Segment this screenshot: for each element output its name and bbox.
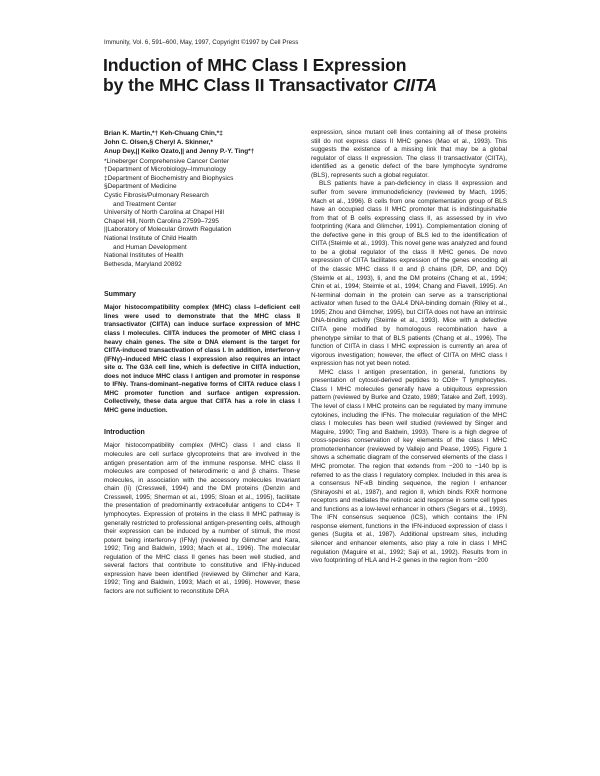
body-paragraph: MHC class I antigen presentation, in general, functions by presentation of cytosol-derived peptides to CD8+ T lymphocytes. Class I MHC molecules generally have a ubiquitous expression pattern (reviewed by Burke and Ozato, 1989; Tatake and Zeff, 1993). The level of class I MHC proteins can be regulated by many immune cytokines, including the IFNs. The molecular regulation of the MHC class I molecules has been well studied (reviewed by Singer and Maguire, 1990; Ting and Baldwin, 1993). There is a high degree of cross-species conservation of key elements of the class I MHC promoter/enhancer (reviewed by Vallejo and Pease, 1995). Figure 1 shows a schematic diagram of the conserved elements of the class I MHC promoter. The region that extends from −200 to −140 bp is referred to as the class I regulatory complex. Included in this area is a consensus NF-κB binding sequence, the region I enhancer (Shirayoshi et al., 1987), and region II, which binds RXR hormone receptors and mediates the retinoic acid response in some cell types and functions as a low-level enhancer in others (Segars et al., 1993). The IFN consensus sequence (ICS), which contains the IFN response element, functions in the IFN-induced expression of class I genes (Sugita et al., 1987). Additional upstream sites, including silencer and enhancer elements, also play a role in class I MHC regulation (Maguire et al., 1992; Saji et al., 1992). Results from in vivo footprinting of HLA and H-2 genes in the region from −200 <box>311 368 507 565</box>
affiliation-line: *Lineberger Comprehensive Cancer Center <box>104 157 230 165</box>
author-line: John C. Olsen,§ Cheryl A. Skinner,* <box>104 139 213 147</box>
title-line-2-gene: CIITA <box>392 74 437 95</box>
affiliation-line: †Department of Microbiology–Immunology <box>104 166 227 174</box>
right-column <box>311 129 507 566</box>
title-line-2 <box>103 76 523 96</box>
journal-citation: Immunity, Vol. 6, 591–600, May, 1997, Copyright ©1997 by Cell Press <box>104 39 299 46</box>
article-title <box>103 56 523 95</box>
affiliation-line: and Treatment Center <box>113 200 177 208</box>
summary-section <box>104 304 300 415</box>
title-line-2-text: by the MHC Class II Transactivator <box>103 74 393 95</box>
affiliation-line: ||Laboratory of Molecular Growth Regulation <box>104 226 232 234</box>
summary-heading: Summary <box>104 291 136 299</box>
affiliation-line: National Institute of Child Health <box>104 234 197 242</box>
introduction-section <box>104 442 300 596</box>
body-paragraph: expression, since mutant cell lines containing all of these proteins still do not express class II MHC genes (Mao et al., 1993). This suggests the existence of a missing link that may be a global regulator of class II expression. The class II transactivator (CIITA), identified as a genetic defect of the bare lymphocyte syndrome (BLS), represents such a global regulator. <box>311 129 507 179</box>
introduction-heading: Introduction <box>104 429 145 437</box>
body-paragraph: BLS patients have a pan-deficiency in class II expression and suffer from severe immunodeficiency (reviewed by Mach, 1995; Mach et al., 1996). B cells from one complementation group of BLS have an occupied class II MHC promoter that is indistinguishable from that of B cells expressing class II, as assessed by in vivo footprinting (Kara and Glimcher, 1991). Complementation cloning of the defective gene in this group of BLS led to the identification of CIITA (Steimle et al., 1993). This novel gene was analyzed and found to be a global regulator of the class II MHC genes. De novo expression of CIITA facilitates expression of the genes encoding all of the classic MHC class II α and β chains (DR, DP, and DQ) (Steimle et al., 1993), Ii, and the DM proteins (Chang et al., 1994; Chin et al., 1994; Steimle et al., 1994; Chang and Flavell, 1995). An N-terminal domain in the protein can serve as a transcriptional activator when fused to the GAL4 DNA-binding domain (Riley et al., 1995; Zhou and Glimcher, 1995), but CIITA does not have an intrinsic DNA-binding activity (Steimle et al., 1993). Mice with a defective CIITA gene modified by homologous recombination have a phenotype similar to that of BLS patients (Chang et al., 1996). The function of CIITA in class I MHC expression is currently an area of vigorous investigation; however, the effect of CIITA on MHC class I expression has not yet been noted. <box>311 180 507 368</box>
author-list <box>104 129 300 157</box>
affiliation-line: National Institutes of Health <box>104 252 184 260</box>
affiliation-line: ‡Department of Biochemistry and Biophysics <box>104 174 234 182</box>
introduction-text: Major histocompatibility complex (MHC) class I and class II molecules are cell surface glycoproteins that are involved in the antigen presentation arm of the immune response. MHC class II molecules are composed of heterodimeric α and β chains. These molecules, in association with the accessory molecules Invariant chain (Ii) (Cresswell, 1994) and the DM proteins (Denzin and Cresswell, 1995; Sherman et al., 1995; Sloan et al., 1995), facilitate the presentation of predominantly extracellular antigens to CD4+ T lymphocytes. Expression of proteins in the class II MHC pathway is generally restricted to professional antigen-presenting cells, although their expression can be induced by a number of stimuli, the most potent being interferon-γ (IFNγ) (reviewed by Glimcher and Kara, 1992; Ting and Baldwin, 1993; Mach et al., 1996). The molecular regulation of the MHC class II genes has been well studied, and several factors that contribute to constitutive and IFNγ-induced expression have been identified (reviewed by Glimcher and Kara, 1992; Ting and Baldwin, 1993; Mach et al., 1996). However, these factors are not sufficient to reconstitute DRA <box>104 442 300 595</box>
affiliation-line: Bethesda, Maryland 20892 <box>104 260 182 268</box>
affiliation-line: Cystic Fibrosis/Pulmonary Research <box>104 191 209 199</box>
affiliation-line: and Human Development <box>113 243 187 251</box>
left-column <box>104 129 300 597</box>
author-line: Anup Dey,|| Keiko Ozato,|| and Jenny P.-Y. Ting*† <box>104 148 255 156</box>
affiliation-line: University of North Carolina at Chapel Hill <box>104 209 224 217</box>
affiliation-line: Chapel Hill, North Carolina 27599–7295 <box>104 217 219 225</box>
affiliation-line: §Department of Medicine <box>104 183 177 191</box>
affiliation-list <box>104 158 300 270</box>
summary-text: Major histocompatibility complex (MHC) class I–deficient cell lines were used to demonstrate that the MHC class II transactivator (CIITA) can induce surface expression of MHC class I molecules. CIITA induces the promoter of MHC class I heavy chain genes. The site α DNA element is the target for CIITA-induced transactivation of class I. In addition, interferon-γ (IFNγ)–induced MHC class I expression also requires an intact site α. The G3A cell line, which is defective in CIITA induction, does not induce MHC class I antigen and promoter in response to IFNγ. Trans-dominant–negative forms of CIITA reduce class I MHC promoter function and surface antigen expression. Collectively, these data argue that CIITA has a role in class I MHC gene induction. <box>104 304 300 414</box>
title-line-1: Induction of MHC Class I Expression <box>103 55 407 75</box>
author-line: Brian K. Martin,*† Keh-Chuang Chin,*‡ <box>104 130 223 137</box>
